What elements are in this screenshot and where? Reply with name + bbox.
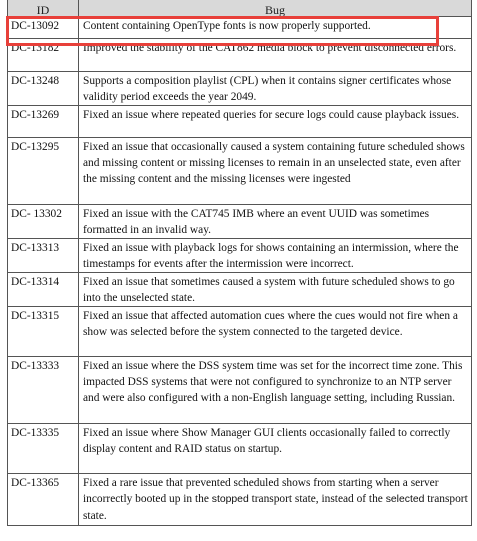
bug-description-text: Fixed a rare issue that prevented scheduled shows from starting when a server incorrectly booted up in the (83, 477, 439, 505)
bug-description-cell: Improved the stability of the CAT862 media block to prevent disconnected errors. (79, 39, 472, 72)
bug-description-cell: Fixed an issue that occasionally caused a system containing future scheduled shows and missing content or missing licenses to remain in an unselected state, even after the missing content and the missing licenses were ingested (79, 138, 472, 205)
bug-description-cell: Fixed an issue that affected automation cues where the cues would not fire when a show was selected before the system connected to the targeted device. (79, 307, 472, 357)
bug-description-cell: Fixed an issue where Show Manager GUI clients occasionally failed to correctly display content and RAID status on startup. (79, 424, 472, 474)
bug-id-cell: DC-13335 (8, 424, 79, 474)
bug-id-cell: DC-13295 (8, 138, 79, 205)
bug-description-cell: Fixed an issue with the CAT745 IMB where an event UUID was sometimes formatted in an invalid way. (79, 205, 472, 239)
bug-id-cell: DC-13248 (8, 72, 79, 106)
bug-column-header: Bug (79, 0, 472, 17)
bug-description-cell: Fixed an issue where the DSS system time was set for the incorrect time zone. This impacted DSS systems that were not configured to synchronize to an NTP server and were also configured with a non-English language setting, including Russian. (79, 357, 472, 424)
bug-description-text: transport state. (83, 493, 468, 522)
bug-id-cell: DC-13365 (8, 474, 79, 526)
table-row (8, 239, 472, 273)
table-row (8, 474, 472, 526)
table-row (8, 138, 472, 205)
bug-description-text: transport state, instead of the (248, 493, 386, 505)
bug-id-cell: DC-13182 (8, 39, 79, 72)
bug-description-cell: Fixed an issue that sometimes caused a system with future scheduled shows to go into the unselected state. (79, 273, 472, 307)
bug-id-cell: DC- 13302 (8, 205, 79, 239)
table-row (8, 273, 472, 307)
bug-id-cell: DC-13313 (8, 239, 79, 273)
bug-description-cell: Fixed an issue with playback logs for shows containing an intermission, where the timestamps for events after the intermission were incorrect. (79, 239, 472, 273)
bug-id-cell: DC-13314 (8, 273, 79, 307)
bug-id-cell: DC-13092 (8, 17, 79, 39)
table-row (8, 357, 472, 424)
bug-id-cell: DC-13269 (8, 106, 79, 138)
table-row (8, 72, 472, 106)
bug-description-cell: Fixed an issue where repeated queries for secure logs could cause playback issues. (79, 106, 472, 138)
bug-description-cell: Supports a composition playlist (CPL) when it contains signer certificates whose validity period exceeds the year 2049. (79, 72, 472, 106)
table-row (8, 307, 472, 357)
table-row (8, 106, 472, 138)
stopped-state-term: stopped (211, 494, 249, 505)
id-column-header: ID (8, 0, 79, 17)
table-row (8, 205, 472, 239)
selected-state-term: selected (385, 494, 425, 505)
bug-id-cell: DC-13333 (8, 357, 79, 424)
bug-description-cell (79, 474, 472, 526)
bug-id-cell: DC-13315 (8, 307, 79, 357)
highlight-box (6, 16, 439, 46)
table-row (8, 424, 472, 474)
table-header-row (8, 0, 472, 17)
bug-description-cell: Content containing OpenType fonts is now properly supported. (79, 17, 472, 39)
bug-fix-table (7, 0, 472, 526)
